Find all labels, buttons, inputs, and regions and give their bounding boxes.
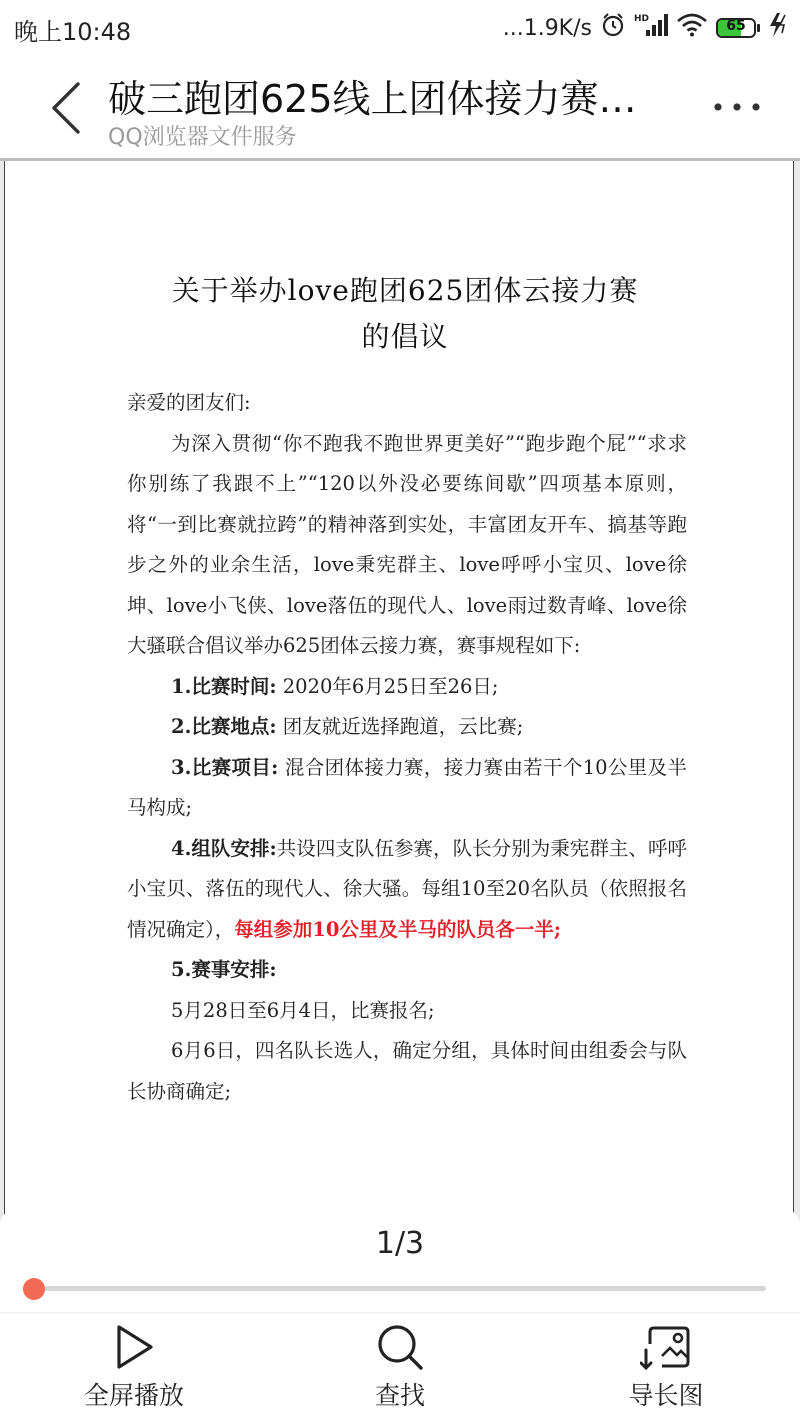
page-title: 破三跑团625线上团体接力赛…: [108, 77, 637, 121]
fullscreen-play-button[interactable]: [54, 1322, 214, 1412]
alarm-icon: [600, 12, 626, 44]
document-intro: 为深入贯彻“你不跑我不跑世界更美好”“跑步跑个屁”“求求你别练了我跟不上”“120以外没必要练间歇”四项基本原则，将“一到比赛就拉跨”的精神落到实处，丰富团友开车、搞基等跑步之外的业余生活，love秉宪群主、love呼呼小宝贝、love徐坤、love小飞侠、love落伍的现代人、love雨过数青峰、love徐大骚联合倡议举办625团体云接力赛，赛事规程如下:: [127, 431, 687, 657]
rule-item-4: [127, 829, 687, 951]
rule-item-4-highlight: 每组参加10公里及半马的队员各一半;: [234, 917, 562, 941]
bottom-panel: [0, 1208, 800, 1422]
rule-item-3-text: 混合团体接力赛，接力赛由若干个10公里及半马构成;: [127, 755, 687, 819]
wifi-icon: [676, 13, 708, 43]
rule-item-1: [127, 667, 687, 708]
page-slider-thumb[interactable]: [23, 1278, 45, 1300]
document-title-line2: 的倡议: [361, 320, 449, 353]
rule-item-4-label: 4.组队安排:: [171, 836, 277, 860]
find-label: 查找: [374, 1381, 425, 1410]
long-image-button[interactable]: [586, 1322, 746, 1412]
page-indicator: 1/3: [375, 1226, 425, 1261]
find-button[interactable]: [320, 1322, 480, 1412]
more-dots-icon: [712, 92, 762, 122]
battery-icon: [716, 18, 760, 38]
title-bar: [0, 56, 800, 161]
document-greeting: 亲爱的团友们:: [127, 391, 251, 414]
battery-level: 65: [726, 18, 746, 34]
document-body: [127, 383, 687, 1112]
page-slider[interactable]: [30, 1286, 766, 1291]
rule-item-5-label: 5.赛事安排:: [171, 958, 277, 981]
status-bar: [0, 0, 800, 56]
play-icon: [111, 1322, 157, 1372]
toolbar-divider: [0, 1312, 800, 1313]
rule-item-3: [127, 748, 687, 829]
search-icon: [375, 1322, 425, 1372]
hd-signal-icon: [634, 12, 668, 44]
rule-item-1-label: 1.比赛时间:: [171, 674, 277, 698]
rule-item-1-text: 2020年6月25日至26日;: [282, 674, 499, 698]
schedule-line-1: 5月28日至6月4日，比赛报名;: [171, 998, 435, 1022]
chevron-left-icon: [44, 78, 94, 138]
status-time: 晚上10:48: [14, 18, 132, 46]
long-image-label: 导长图: [628, 1381, 704, 1410]
fullscreen-play-label: 全屏播放: [83, 1381, 184, 1410]
back-button[interactable]: [44, 78, 94, 138]
rule-item-2: [127, 707, 687, 748]
long-image-icon: [640, 1322, 692, 1372]
svg-text:HD: HD: [634, 14, 650, 24]
status-icons: [503, 12, 790, 44]
document-viewer[interactable]: [0, 161, 800, 1221]
more-button[interactable]: [712, 92, 762, 122]
document-page: [4, 161, 794, 1221]
rule-item-4-text: 共设四支队伍参赛，队长分别为秉宪群主、呼呼小宝贝、落伍的现代人、徐大骚。每组10至20名队员（依照报名情况确定），: [127, 836, 687, 941]
document-title-line1: 关于举办love跑团625团体云接力赛: [171, 274, 639, 307]
rule-item-2-text: 团友就近选择跑道，云比赛;: [282, 715, 524, 738]
page-subtitle: QQ浏览器文件服务: [108, 125, 297, 150]
network-speed: ...1.9K/s: [502, 15, 592, 41]
rule-item-2-label: 2.比赛地点:: [171, 715, 277, 738]
charging-icon: [768, 12, 790, 44]
schedule-line-2: 6月6日，四名队长选人，确定分组，具体时间由组委会与队长协商确定;: [127, 1039, 687, 1103]
rule-item-3-label: 3.比赛项目:: [171, 755, 279, 779]
